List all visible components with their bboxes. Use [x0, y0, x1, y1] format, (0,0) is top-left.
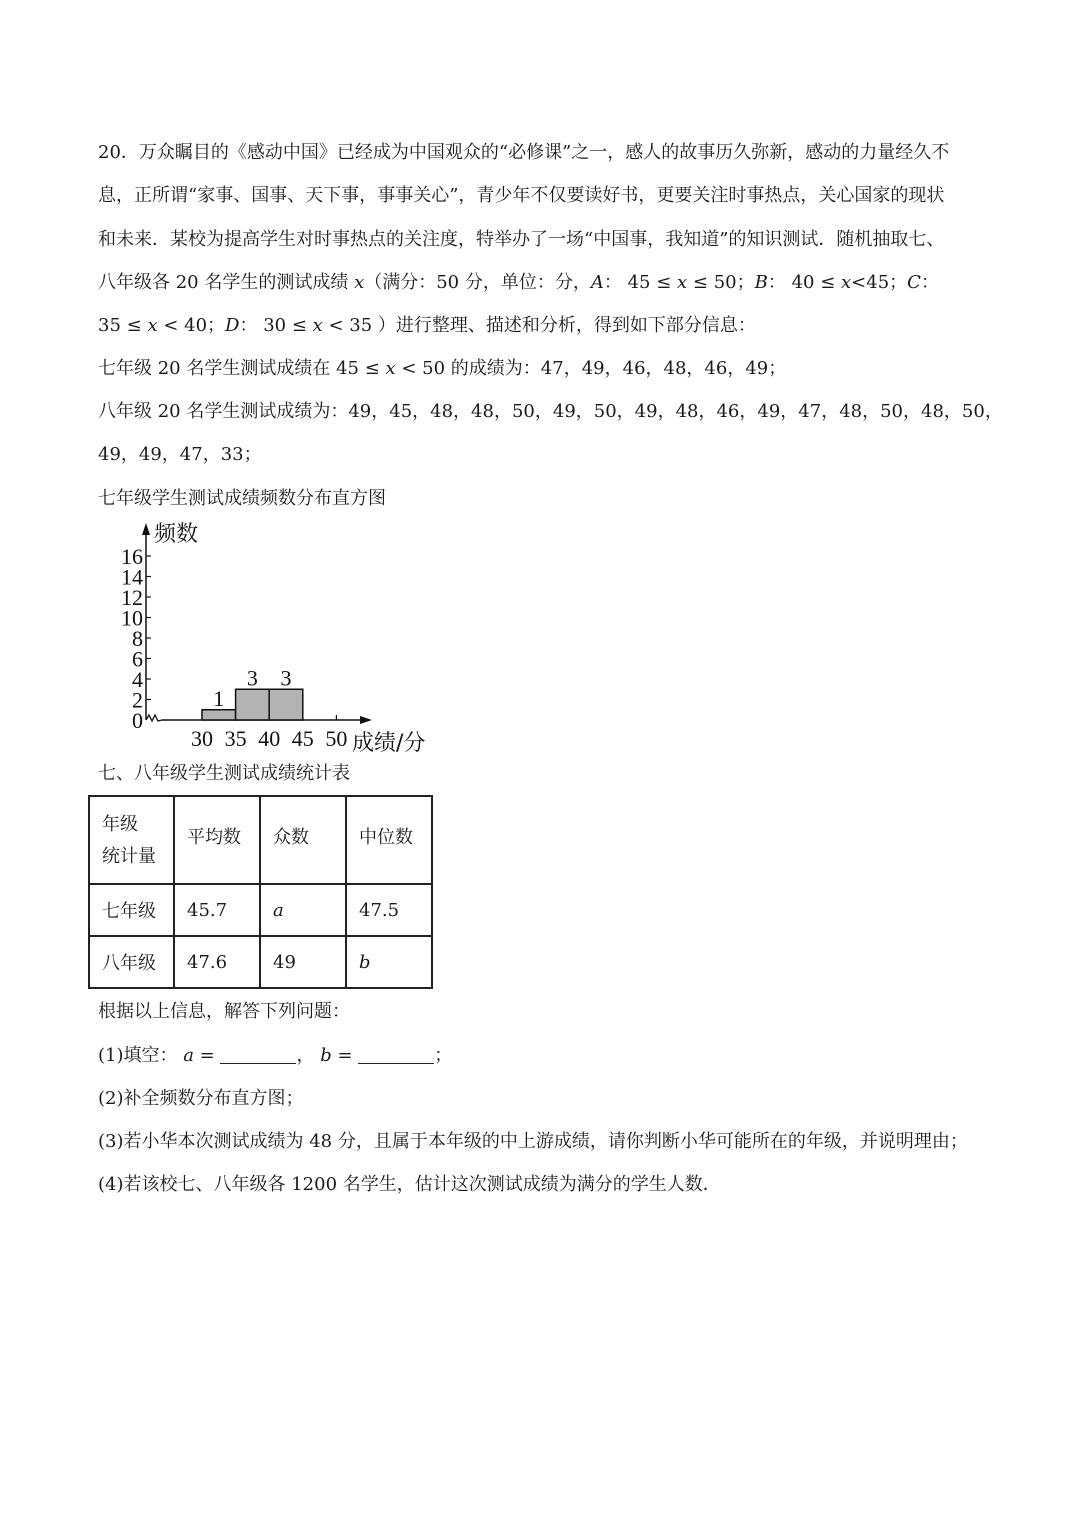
- label-C: C: [907, 272, 921, 293]
- x-tick-label: 30: [191, 726, 213, 751]
- text: ： 40 ≤: [767, 272, 841, 293]
- problem-line-7: 八年级 20 名学生测试成绩为：49，45，48，48，50，49，50，49，48，46，49，47，48，50，48，50，: [98, 401, 1003, 422]
- bar-value-label: 3: [280, 665, 292, 691]
- text: ≤ 50；: [687, 272, 755, 293]
- problem-line-5: [98, 314, 756, 338]
- text: 八年级各 20 名学生的测试成绩: [98, 272, 355, 293]
- table-cell: b: [346, 936, 432, 988]
- table-row: [89, 884, 432, 936]
- corner-stat-label: 统计量: [102, 846, 156, 867]
- table-cell: a: [260, 884, 346, 936]
- q1-var-b: b: [320, 1045, 332, 1066]
- q1-prefix: (1)填空：: [98, 1045, 184, 1066]
- y-tick-label: 14: [121, 564, 143, 590]
- y-tick-label: 0: [132, 708, 143, 733]
- y-axis-label: 频数: [154, 522, 199, 547]
- y-tick-label: 2: [132, 687, 143, 713]
- y-axis-arrow: [142, 523, 150, 535]
- table-caption: 七、八年级学生测试成绩统计表: [98, 763, 350, 784]
- histogram-bar: [202, 710, 236, 720]
- text: 七年级 20 名学生测试成绩在 45 ≤: [98, 358, 386, 379]
- text: （满分：50 分，单位：分，: [364, 272, 591, 293]
- q1-sep: ，: [296, 1045, 321, 1066]
- problem-line-8: 49，49，47，33；: [98, 444, 262, 465]
- variable-x: x: [312, 315, 323, 336]
- question-3: (3)若小华本次测试成绩为 48 分，且属于本年级的中上游成绩，请你判断小华可能所在的年级，并说明理由；: [98, 1131, 968, 1152]
- histogram-bar: [269, 689, 303, 720]
- q1-var-a: a: [183, 1045, 194, 1066]
- axis-break: [146, 715, 162, 721]
- variable-x: x: [147, 315, 158, 336]
- x-tick-label: 45: [291, 726, 314, 751]
- variable-x: x: [354, 272, 365, 293]
- problem-line-2: 息，正所谓“家事、国事、天下事，事事关心”，青少年不仅要读好书，更要关注时事热点，关心国家的现状: [98, 185, 945, 206]
- table-corner-cell: [89, 796, 174, 884]
- x-tick-label: 40: [258, 726, 281, 751]
- q1-end: ；: [434, 1045, 453, 1066]
- x-tick-label: 50: [325, 726, 348, 751]
- problem-line-6: [98, 357, 786, 381]
- x-tick-label: 35: [224, 726, 247, 751]
- problem-line-3: 和未来．某校为提高学生对时事热点的关注度，特举办了一场“中国事，我知道”的知识测试．随机抽取七、: [98, 229, 945, 250]
- label-D: D: [225, 315, 240, 336]
- table-header-row: [89, 796, 432, 884]
- histogram-chart: [100, 515, 440, 755]
- questions-intro: 根据以上信息，解答下列问题：: [98, 1001, 350, 1022]
- answer-blank-b[interactable]: [358, 1043, 434, 1064]
- text: ： 30 ≤: [239, 315, 313, 336]
- problem-line-1: 20．万众瞩目的《感动中国》已经成为中国观众的“必修课”之一，感人的故事历久弥新，感动的力量经久不: [98, 142, 950, 163]
- answer-blank-a[interactable]: [220, 1043, 296, 1064]
- text: <45；: [851, 272, 908, 293]
- y-tick-label: 16: [121, 544, 143, 569]
- table-header-cell: 众数: [260, 796, 346, 884]
- text: ：: [920, 272, 939, 293]
- text: < 35 ）进行整理、描述和分析，得到如下部分信息：: [322, 315, 756, 336]
- text: ： 45 ≤: [603, 272, 678, 293]
- table-row: [89, 936, 432, 988]
- bar-value-label: 3: [246, 665, 258, 691]
- y-tick-label: 4: [132, 667, 143, 692]
- stats-table: [88, 795, 433, 989]
- label-B: B: [754, 272, 768, 293]
- y-tick-label: 8: [132, 626, 143, 651]
- y-tick-label: 12: [121, 585, 143, 610]
- table-cell: 49: [260, 936, 346, 988]
- question-4: (4)若该校七、八年级各 1200 名学生，估计这次测试成绩为满分的学生人数．: [98, 1174, 721, 1195]
- x-axis-label: 成绩/分: [352, 731, 426, 755]
- question-2: (2)补全频数分布直方图；: [98, 1088, 304, 1109]
- y-tick-label: 6: [132, 646, 143, 672]
- table-header-cell: 中位数: [346, 796, 432, 884]
- histogram-bar: [236, 689, 270, 720]
- y-tick-label: 10: [121, 605, 143, 631]
- text: < 50 的成绩为：47，49，46，48，46，49；: [395, 358, 787, 379]
- table-cell: 47.5: [346, 884, 432, 936]
- x-axis-arrow: [360, 716, 372, 724]
- row-label: 八年级: [89, 936, 174, 988]
- text: 35 ≤: [98, 315, 148, 336]
- label-A: A: [590, 272, 604, 293]
- bar-value-label: 1: [213, 685, 225, 711]
- variable-x: x: [385, 358, 396, 379]
- q1-equals: =: [331, 1045, 359, 1066]
- table-cell: 45.7: [174, 884, 260, 936]
- variable-x: x: [677, 272, 688, 293]
- variable-x: x: [841, 272, 852, 293]
- q1-equals: =: [193, 1045, 221, 1066]
- chart-caption: 七年级学生测试成绩频数分布直方图: [98, 488, 386, 509]
- row-label: 七年级: [89, 884, 174, 936]
- corner-grade-label: 年级: [102, 814, 138, 835]
- problem-line-4: [98, 271, 939, 295]
- table-header-cell: 平均数: [174, 796, 260, 884]
- text: < 40；: [157, 315, 226, 336]
- question-1: [98, 1043, 452, 1068]
- table-cell: 47.6: [174, 936, 260, 988]
